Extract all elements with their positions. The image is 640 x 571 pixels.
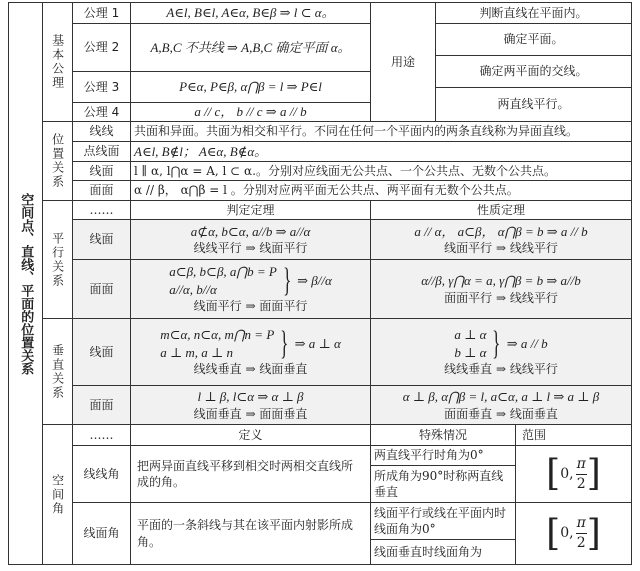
formula: α//β, γ⋂α = a, γ⋂β = b ⇒ a//b bbox=[421, 273, 581, 289]
axiom-1-name: 公理 1 bbox=[72, 2, 131, 24]
formula-result: ⇒ a ⊥ α bbox=[294, 336, 341, 352]
note: 面面平行 ⇒ 线线平行 bbox=[444, 290, 558, 305]
axiom-3-usage: 确定两平面的交线。 bbox=[435, 55, 632, 88]
angle-line-plane-definition: 平面的一条斜线与其在该平面内射影所成角。 bbox=[130, 502, 371, 565]
numerator: π bbox=[576, 514, 587, 534]
formula-line: a ⊥ α bbox=[454, 327, 487, 343]
angle-line-line-name: 线线角 bbox=[72, 445, 131, 503]
angle-line-line-special-1: 两直线平行时角为0° bbox=[370, 445, 516, 466]
formula: a⊄α, b⊂α, a//b ⇒ a//α bbox=[190, 223, 311, 239]
formula-line: a⊂β, b⊂β, a⋂b = P bbox=[169, 264, 277, 280]
note: 线线垂直 ⇒ 线面垂直 bbox=[193, 362, 308, 377]
note: 线面垂直 ⇒ 面面垂直 bbox=[193, 406, 308, 421]
group-label: 空间角 bbox=[50, 473, 65, 516]
interval bbox=[546, 455, 601, 494]
fraction bbox=[576, 455, 587, 494]
brace-formula bbox=[454, 326, 547, 361]
parallel-plane-plane-criterion bbox=[130, 259, 371, 319]
group-label: 位置关系 bbox=[50, 133, 65, 189]
pos-point-line-plane-name: 点线面 bbox=[72, 141, 131, 162]
pos-plane-plane-name: 面面 bbox=[72, 180, 131, 201]
note: 线线平行 ⇒ 线面平行 bbox=[193, 241, 308, 256]
group-positional bbox=[42, 121, 73, 201]
brace-formula bbox=[169, 263, 332, 298]
angle-header-blank: …… bbox=[72, 424, 131, 446]
parallel-header-blank: …… bbox=[72, 200, 131, 220]
pos-plane-plane-content: α // β， α⋂β = l 。分别对应两平面无公共点、两平面有无数个公共点。 bbox=[130, 180, 632, 201]
axiom-2-name: 公理 2 bbox=[72, 23, 131, 72]
usage-label: 用途 bbox=[370, 2, 436, 122]
table-title-text: 空间点、直线、平面的位置关系 bbox=[18, 192, 34, 375]
perp-line-plane-criterion bbox=[130, 318, 371, 386]
formula-result: ⇒ a // b bbox=[506, 336, 548, 352]
denominator: 2 bbox=[576, 475, 586, 492]
group-parallel bbox=[42, 200, 73, 319]
pos-line-line-content: 共面和异面。共面为相交和平行。不同在任何一个平面内的两条直线称为异面直线。 bbox=[130, 121, 632, 142]
right-brace-icon: } bbox=[280, 324, 289, 362]
axiom-2-content: A,B,C 不共线 ⇒ A,B,C 确定平面 α。 bbox=[130, 23, 371, 72]
group-basic-axioms bbox=[42, 2, 73, 122]
group-space-angle bbox=[42, 424, 73, 565]
group-label: 基本公理 bbox=[50, 34, 65, 90]
angle-line-plane-range bbox=[515, 502, 632, 565]
right-bracket-icon: ] bbox=[586, 512, 601, 554]
pos-line-plane-content: l ∥ α, l⋂α = A, l ⊂ α.。分别对应线面无公共点、一个公共点、无数个公共点。 bbox=[130, 161, 632, 181]
left-bracket-icon: [ bbox=[546, 453, 561, 494]
angle-line-line-definition: 把两异面直线平移到相交时两相交直线所成的角。 bbox=[130, 445, 371, 503]
brace-formula bbox=[160, 326, 341, 361]
range-start: 0, bbox=[560, 525, 574, 542]
axiom-2-usage: 确定平面。 bbox=[435, 23, 632, 56]
numerator: π bbox=[576, 455, 587, 475]
note: 线面平行 ⇒ 线线平行 bbox=[444, 241, 558, 256]
pos-point-line-plane-content: A∈l, B∉l； A∈α, B∉α。 bbox=[130, 141, 632, 162]
perp-plane-plane-property bbox=[370, 385, 632, 425]
angle-line-line-range bbox=[515, 445, 632, 503]
pos-line-plane-name: 线面 bbox=[72, 161, 131, 181]
note: 线线垂直 ⇒ 线线平行 bbox=[444, 362, 558, 377]
range-start: 0, bbox=[560, 465, 574, 482]
angle-line-plane-special-1: 线面平行或线在平面内时线面角为0° bbox=[370, 502, 516, 540]
perp-plane-plane-criterion bbox=[130, 385, 371, 425]
perp-line-plane-name: 线面 bbox=[72, 318, 131, 386]
right-brace-icon: } bbox=[282, 261, 292, 299]
right-brace-icon: } bbox=[492, 324, 501, 362]
formula: a // α， a⊂β， α⋂β = b ⇒ a // b bbox=[414, 223, 588, 239]
parallel-line-plane-property bbox=[370, 219, 632, 260]
angle-line-plane-special-2: 线面垂直时线面角为 bbox=[370, 539, 516, 565]
formula-line: a ⊥ m, a ⊥ n bbox=[160, 344, 234, 360]
formula-result: ⇒ β//α bbox=[297, 273, 332, 289]
parallel-line-plane-name: 线面 bbox=[72, 219, 131, 260]
right-bracket-icon: ] bbox=[586, 453, 601, 494]
parallel-plane-plane-property bbox=[370, 259, 632, 319]
parallel-header-property: 性质定理 bbox=[370, 200, 632, 220]
formula-line: a//α, b//α bbox=[169, 281, 217, 297]
note: 面面垂直 ⇒ 线面垂直 bbox=[444, 406, 558, 421]
angle-header-definition: 定义 bbox=[130, 424, 371, 446]
perp-plane-plane-name: 面面 bbox=[72, 385, 131, 425]
angle-line-plane-name: 线面角 bbox=[72, 502, 131, 565]
formula-line: b ⊥ α bbox=[454, 344, 487, 360]
axiom-4-content: a // c， b // c ⇒ a // b bbox=[130, 102, 371, 122]
denominator: 2 bbox=[576, 535, 586, 551]
axiom-1-usage: 判断直线在平面内。 bbox=[435, 2, 632, 24]
interval bbox=[546, 514, 601, 553]
axiom-3-content: P∈α, P∈β, α⋂β = l ⇒ P∈l bbox=[130, 71, 371, 103]
group-label: 平行关系 bbox=[50, 231, 65, 288]
axiom-1-content: A∈l, B∈l, A∈α, B∈β ⇒ l ⊂ α。 bbox=[130, 2, 371, 24]
perp-line-plane-property bbox=[370, 318, 632, 386]
formula: l ⊥ β, l⊂α ⇒ α ⊥ β bbox=[197, 389, 304, 405]
left-bracket-icon: [ bbox=[546, 512, 561, 554]
pos-line-line-name: 线线 bbox=[72, 121, 131, 142]
axiom-3-name: 公理 3 bbox=[72, 71, 131, 103]
parallel-plane-plane-name: 面面 bbox=[72, 259, 131, 319]
angle-header-range: 范围 bbox=[515, 424, 632, 446]
axiom-4-name: 公理 4 bbox=[72, 102, 131, 122]
parallel-header-criterion: 判定定理 bbox=[130, 200, 371, 220]
note: 线面平行 ⇒ 面面平行 bbox=[193, 299, 308, 314]
axiom-4-usage: 两直线平行。 bbox=[435, 87, 632, 122]
group-perpendicular bbox=[42, 318, 73, 425]
formula: α ⊥ β, α⋂β = l, a⊂α, a ⊥ l ⇒ a ⊥ β bbox=[402, 389, 600, 405]
fraction bbox=[576, 514, 587, 553]
formula-line: m⊂α, n⊂α, m⋂n = P bbox=[160, 327, 275, 343]
table-title bbox=[8, 2, 43, 565]
angle-header-special: 特殊情况 bbox=[370, 424, 516, 446]
group-label: 垂直关系 bbox=[50, 343, 65, 400]
parallel-line-plane-criterion bbox=[130, 219, 371, 260]
angle-line-line-special-2: 所成角为90°时称两直线垂直 bbox=[370, 465, 516, 503]
